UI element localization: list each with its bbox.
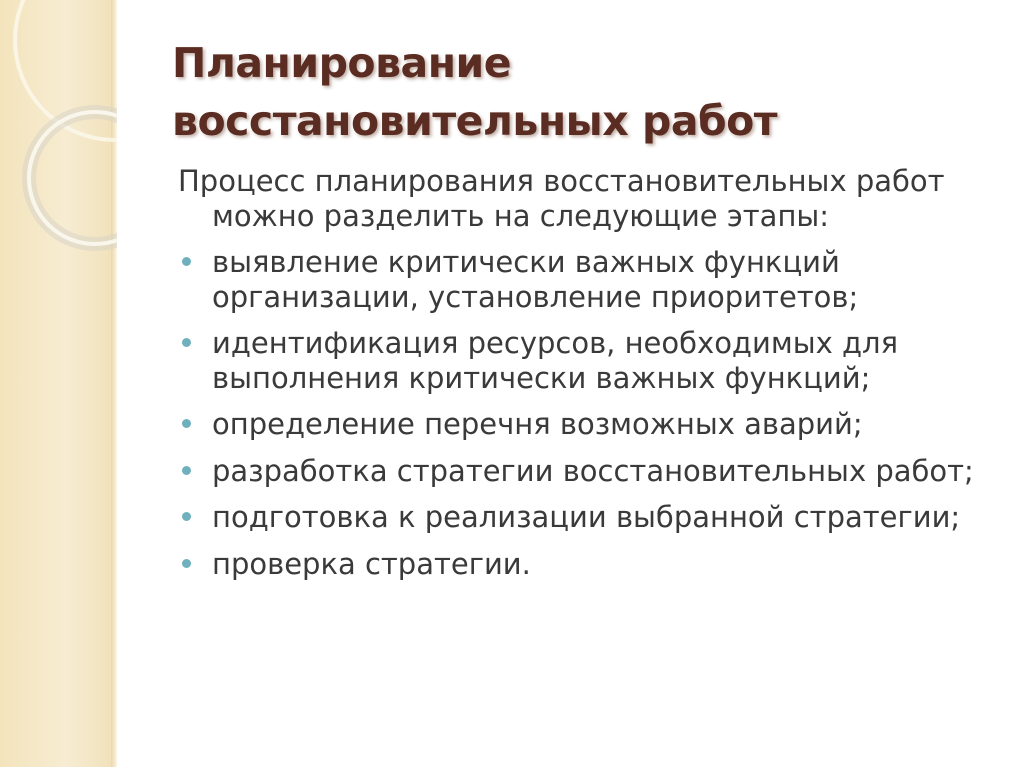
bullet-icon bbox=[182, 338, 191, 347]
list-item bbox=[178, 245, 978, 314]
list-item-text: определение перечня возможных аварий; bbox=[212, 407, 863, 441]
list-item bbox=[178, 454, 978, 489]
slide-title-line-2: восстановительных работ bbox=[172, 97, 778, 145]
slide-body bbox=[178, 164, 978, 593]
list-item bbox=[178, 326, 978, 395]
list-item-text: идентификация ресурсов, необходимых для выполнения критически важных функций; bbox=[212, 326, 899, 395]
bullet-icon bbox=[182, 559, 191, 568]
list-item-text: разработка стратегии восстановительных работ; bbox=[212, 453, 974, 488]
list-item-text: подготовка к реализации выбранной стратегии; bbox=[212, 500, 961, 534]
list-item bbox=[178, 500, 978, 535]
slide-title-line-1: Планирование bbox=[172, 39, 512, 87]
slide-title bbox=[172, 34, 992, 150]
decorative-circles bbox=[0, 0, 117, 260]
list-item bbox=[178, 407, 978, 442]
bullet-icon bbox=[182, 466, 191, 475]
stages-list bbox=[178, 245, 978, 581]
list-item-text: проверка стратегии. bbox=[212, 546, 531, 581]
intro-paragraph: Процесс планирования восстановительных работ можно разделить на следующие этапы: bbox=[178, 164, 945, 233]
bullet-icon bbox=[182, 257, 191, 266]
list-item bbox=[178, 547, 978, 582]
bullet-icon bbox=[182, 512, 191, 521]
bullet-icon bbox=[182, 419, 191, 428]
list-item-text: выявление критически важных функций организации, установление приоритетов; bbox=[212, 245, 859, 314]
